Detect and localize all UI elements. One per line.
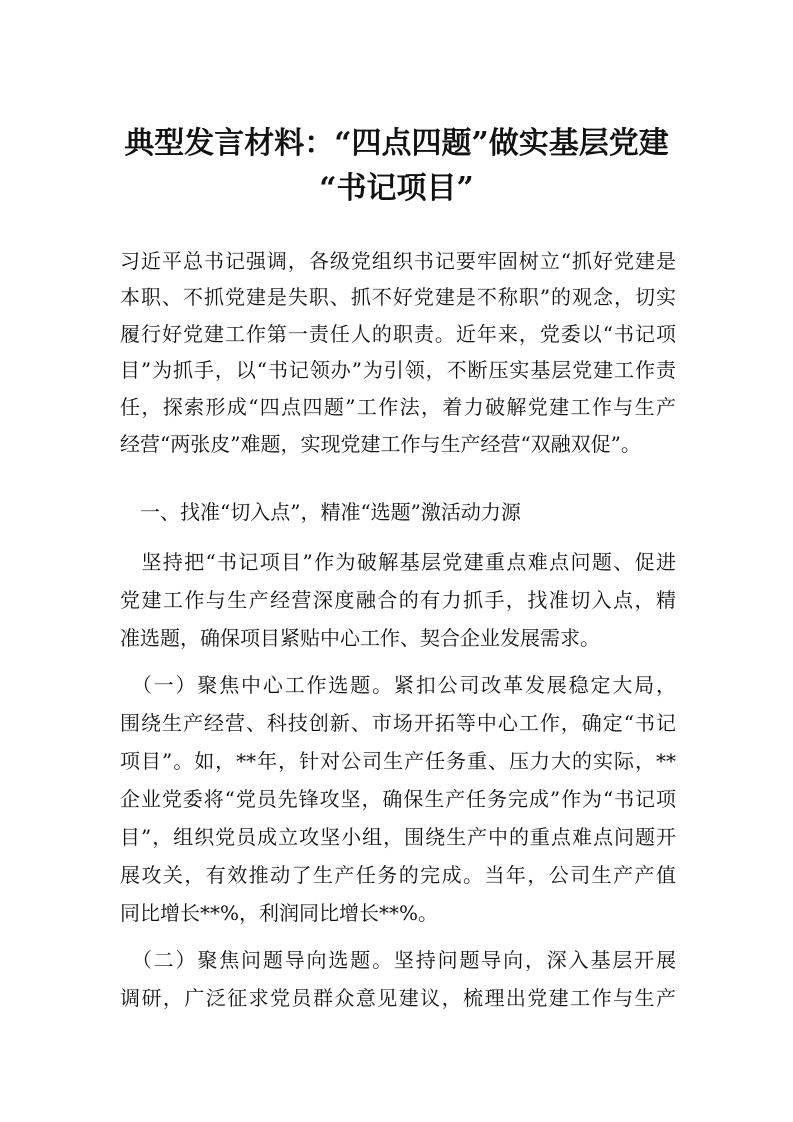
paragraph-line: 同比增长**%，利润同比增长**%。: [120, 901, 439, 925]
document-title-line-2: “书记项目”: [319, 171, 474, 206]
paragraph-line: 目”为抓手，以“书记领办”为引领，不断压实基层党建工作责: [120, 358, 676, 382]
paragraph-line: 坚持把“书记项目”作为破解基层党建重点难点问题、促进: [120, 550, 676, 574]
paragraph-line: 党建工作与生产经营深度融合的有力抓手，找准切入点，精: [120, 588, 676, 612]
paragraph-line: 围绕生产经营、科技创新、市场开拓等中心工作，确定“书记: [120, 711, 676, 735]
subsection-heading-line: （一）聚焦中心工作选题。紧扣公司改革发展稳定大局，: [120, 673, 676, 697]
paragraph-line: 本职、不抓党建是失职、抓不好党建是不称职”的观念，切实: [120, 285, 676, 309]
section-heading: 一、找准“切入点”，精准“选题”激活动力源: [120, 500, 521, 524]
paragraph-line: 企业党委将“党员先锋攻坚，确保生产任务完成”作为“书记项: [120, 787, 676, 811]
paragraph-line: 经营“两张皮”难题，实现党建工作与生产经营“双融双促”。: [120, 432, 641, 456]
document-title-line-1: 典型发言材料：“四点四题”做实基层党建: [124, 126, 669, 161]
subsection-heading-line: （二）聚焦问题导向选题。坚持问题导向，深入基层开展: [120, 948, 676, 972]
paragraph-line: 目”，组织党员成立攻坚小组，围绕生产中的重点难点问题开: [120, 825, 676, 849]
paragraph-line: 准选题，确保项目紧贴中心工作、契合企业发展需求。: [120, 626, 600, 650]
paragraph-line: 调研，广泛征求党员群众意见建议，梳理出党建工作与生产: [120, 986, 676, 1010]
paragraph-line: 任，探索形成“四点四题”工作法，着力破解党建工作与生产: [120, 395, 676, 419]
paragraph-line: 项目”。如，**年，针对公司生产任务重、压力大的实际，**: [120, 749, 676, 773]
paragraph-line: 展攻关，有效推动了生产任务的完成。当年，公司生产产值: [120, 863, 676, 887]
paragraph-line: 履行好党建工作第一责任人的职责。近年来，党委以“书记项: [120, 322, 676, 346]
paragraph-line: 习近平总书记强调，各级党组织书记要牢固树立“抓好党建是: [120, 249, 676, 273]
